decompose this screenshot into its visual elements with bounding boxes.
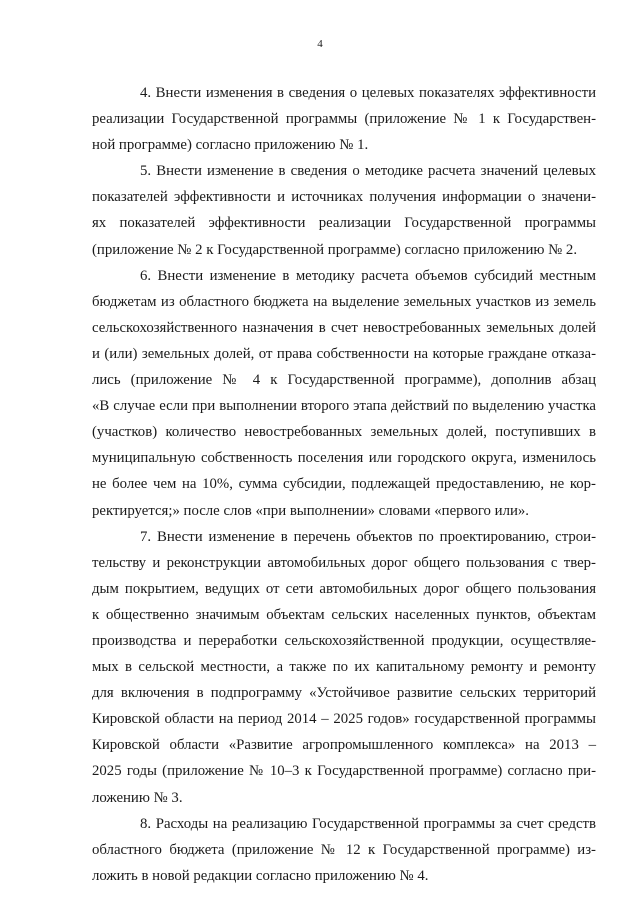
text-line: ложить в новой редакции согласно приложению № 4. xyxy=(92,867,429,884)
text-line: реализации Государственной программы (приложение № 1 к Государствен- xyxy=(92,111,596,128)
text-line: дым покрытием, ведущих от сети автомобильных дорог общего пользования xyxy=(92,580,596,597)
paragraph-3 xyxy=(92,263,596,524)
paragraph-2 xyxy=(92,158,596,262)
text-line: Кировской области «Развитие агропромышленного комплекса» на 2013 – xyxy=(92,737,596,754)
text-line: мых в сельской местности, а также по их капитальному ремонту и ремонту xyxy=(92,659,596,676)
text-line: областного бюджета (приложение № 12 к Государственной программе) из- xyxy=(92,841,596,858)
text-line: не более чем на 10%, сумма субсидии, подлежащей предоставлению, не кор- xyxy=(92,476,596,493)
text-line: Кировской области на период 2014 – 2025 годов» государственной программы xyxy=(92,711,596,728)
text-line: (участков) количество невостребованных земельных долей, поступивших в xyxy=(92,424,596,441)
text-line: ректируется;» после слов «при выполнении» словами «первого или». xyxy=(92,502,529,519)
text-line: к общественно значимым объектам сельских населенных пунктов, объектам xyxy=(92,606,596,623)
paragraph-4 xyxy=(92,524,596,811)
text-line: 4. Внести изменения в сведения о целевых показателях эффективности xyxy=(140,85,596,101)
text-line: бюджетам из областного бюджета на выделение земельных участков из земель xyxy=(92,293,596,310)
text-line: сельскохозяйственного назначения в счет невостребованных земельных долей xyxy=(92,319,596,336)
text-line: 7. Внести изменение в перечень объектов по проектированию, строи- xyxy=(140,528,596,545)
text-line: тельству и реконструкции автомобильных дорог общего пользования с твер- xyxy=(92,554,596,571)
text-line: 5. Внести изменение в сведения о методике расчета значений целевых xyxy=(140,163,596,180)
paragraph-1 xyxy=(92,80,596,158)
text-line: ложению № 3. xyxy=(92,789,183,806)
text-line: производства и переработки сельскохозяйственной продукции, осуществляе- xyxy=(92,632,596,649)
text-line: 8. Расходы на реализацию Государственной программы за счет средств xyxy=(140,815,596,832)
text-line: муниципальную собственность поселения или городского округа, изменилось xyxy=(92,450,596,467)
text-line: лись (приложение № 4 к Государственной программе), дополнив абзац xyxy=(92,372,596,389)
text-line: ной программе) согласно приложению № 1. xyxy=(92,137,369,154)
text-line: (приложение № 2 к Государственной программе) согласно приложению № 2. xyxy=(92,241,578,258)
text-line: для включения в подпрограмму «Устойчивое развитие сельских территорий xyxy=(92,685,596,702)
text-line: и (или) земельных долей, от права собственности на которые граждане отказа- xyxy=(92,345,596,362)
text-line: показателей эффективности и источниках получения информации о значени- xyxy=(92,189,596,206)
text-line: 2025 годы (приложение № 10–3 к Государственной программе) согласно при- xyxy=(92,763,596,780)
text-line: ях показателей эффективности реализации Государственной программы xyxy=(92,215,596,232)
text-line: «В случае если при выполнении второго этапа действий по выделению участка xyxy=(92,398,596,415)
page-number: 4 xyxy=(317,38,323,50)
paragraph-5 xyxy=(92,811,596,889)
text-line: 6. Внести изменение в методику расчета объемов субсидий местным xyxy=(140,267,596,284)
document-body xyxy=(92,80,596,889)
